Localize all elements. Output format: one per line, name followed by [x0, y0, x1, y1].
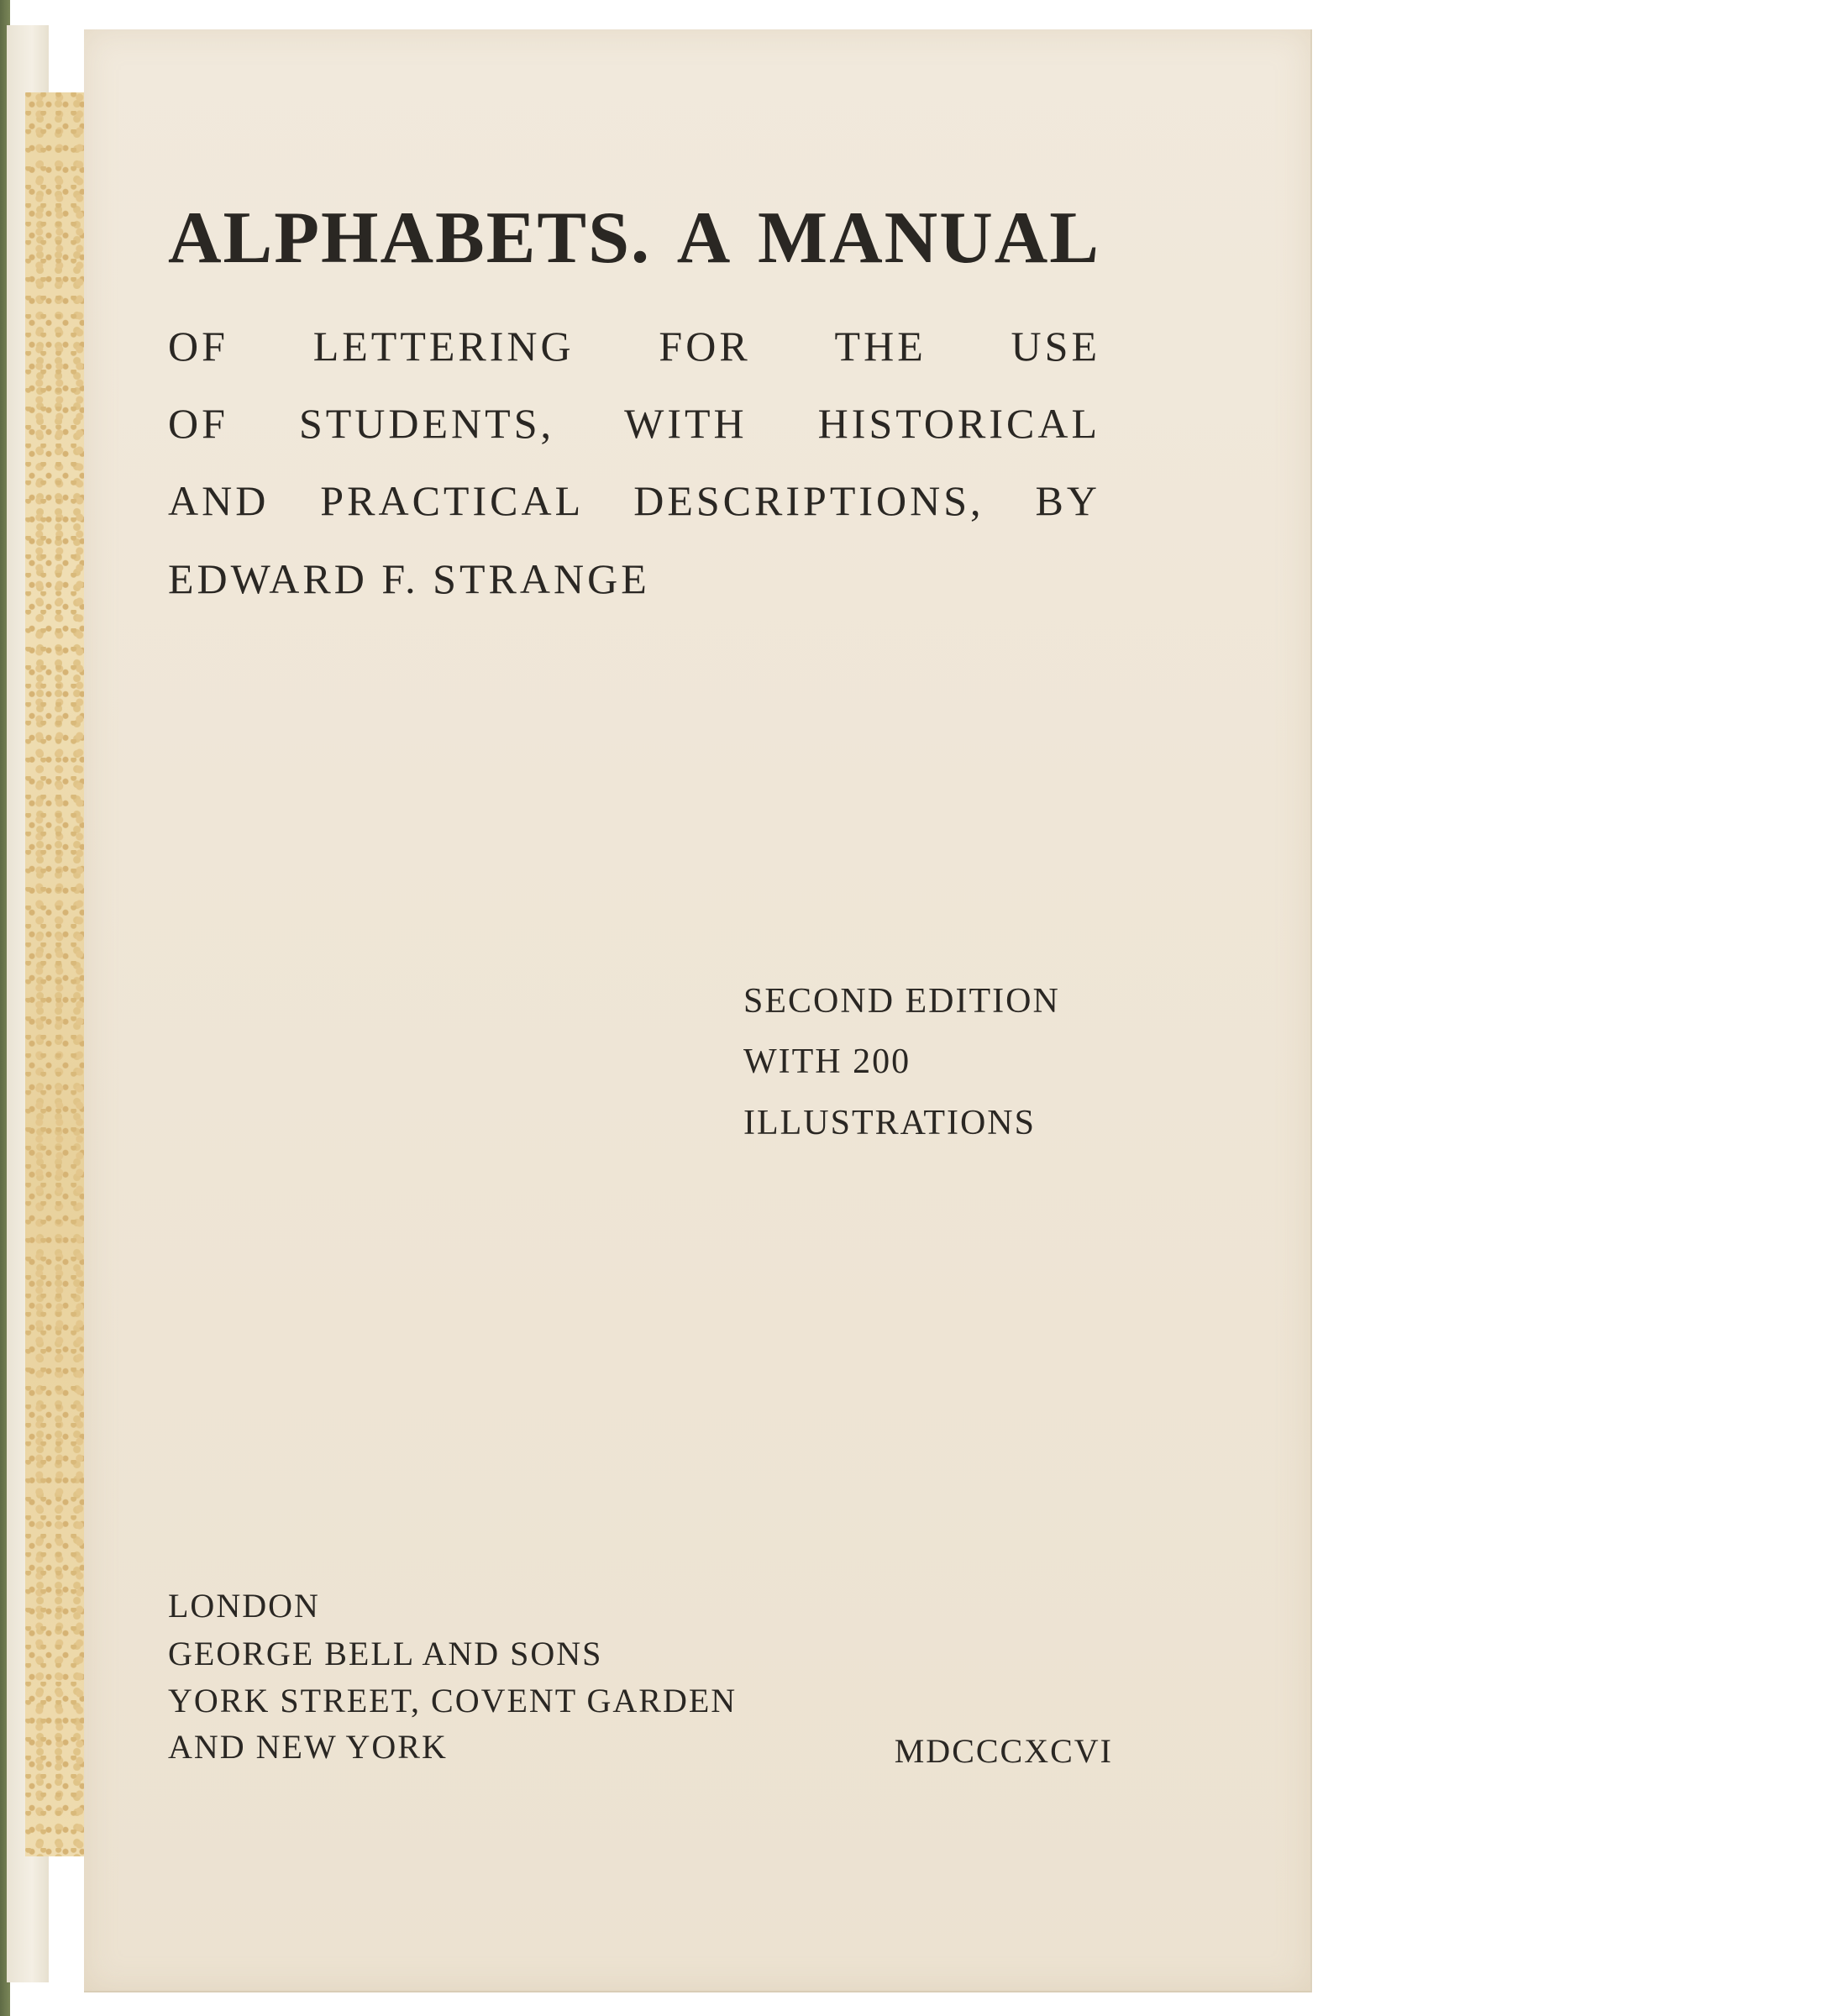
main-title: ALPHABETS. A MANUAL [168, 197, 1100, 279]
publication-date: MDCCCXCVI [894, 1732, 1113, 1770]
subtitle-line-1: OF LETTERING FOR THE USE [168, 323, 1100, 370]
imprint-second-city: AND NEW YORK [168, 1728, 448, 1766]
author-line: EDWARD F. STRANGE [168, 555, 650, 602]
imprint-city: LONDON [168, 1587, 320, 1625]
edition-line-2: WITH 200 [743, 1042, 911, 1081]
marbled-endpaper [25, 92, 91, 1856]
imprint-street: YORK STREET, COVENT GARDEN [168, 1682, 738, 1719]
imprint-publisher: GEORGE BELL AND SONS [168, 1635, 603, 1672]
subtitle-line-2: OF STUDENTS, WITH HISTORICAL [168, 400, 1100, 447]
edition-line-3: ILLUSTRATIONS [743, 1104, 1036, 1142]
title-page [84, 29, 1312, 1992]
subtitle-line-3: AND PRACTICAL DESCRIPTIONS, BY [168, 477, 1100, 524]
edition-line-1: SECOND EDITION [743, 982, 1060, 1021]
